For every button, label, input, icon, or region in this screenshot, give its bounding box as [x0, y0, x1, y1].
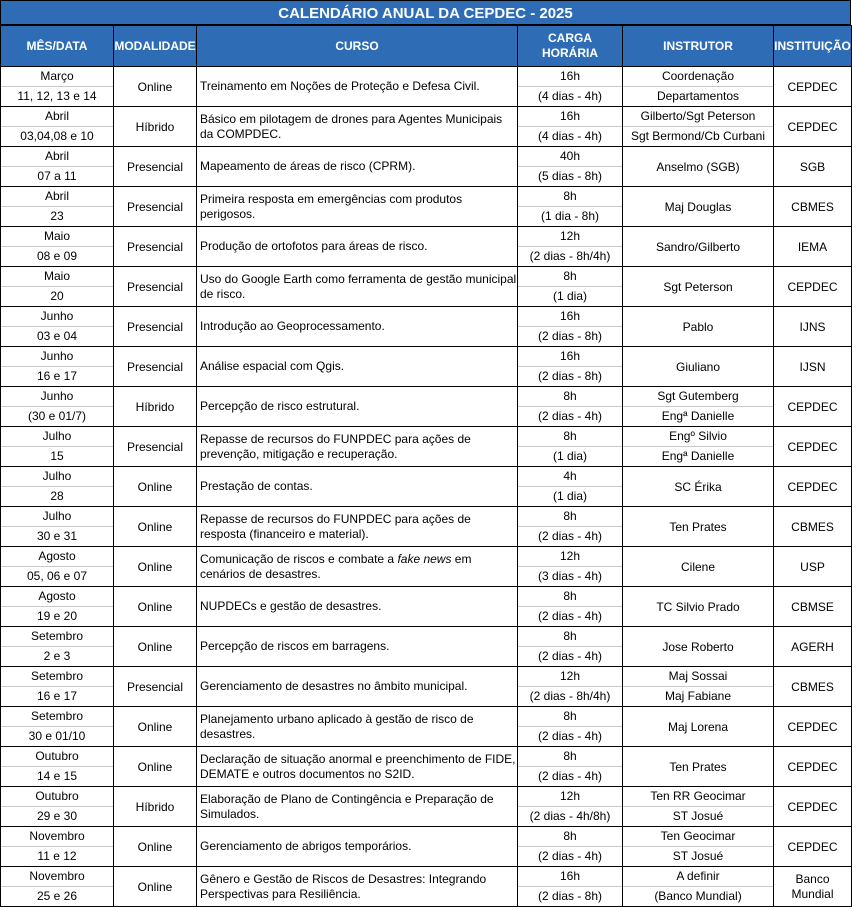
month-text: Outubro: [35, 789, 79, 803]
hours-cell: [518, 587, 623, 627]
institution-cell: [774, 147, 852, 187]
table-row: [1, 467, 852, 507]
date-cell: [1, 467, 114, 507]
course-cell: Percepção de risco estrutural.: [197, 387, 518, 427]
month-text: Abril: [44, 149, 69, 163]
hours-total: 16h: [559, 109, 581, 123]
mode-cell: Online: [114, 547, 197, 587]
date-cell: [1, 587, 114, 627]
instructor-cell: [623, 587, 774, 627]
days-text: 29 e 30: [1, 806, 113, 826]
institution-cell: [774, 787, 852, 827]
days-text: 25 e 26: [1, 886, 113, 906]
mode-cell: Híbrido: [114, 107, 197, 147]
institution-cell: [774, 867, 852, 907]
month-text: Julho: [42, 469, 72, 483]
hours-total: 8h: [563, 829, 577, 843]
institution-name: IEMA: [797, 239, 828, 254]
hours-total: 4h: [563, 469, 577, 483]
mode-cell: Online: [114, 507, 197, 547]
month-text: Junho: [40, 349, 74, 363]
instructor-line-1: Ten RR Geocimar: [650, 789, 746, 803]
hours-detail: (1 dia): [518, 286, 622, 306]
instructor-cell: [623, 307, 774, 347]
hours-cell: [518, 867, 623, 907]
month-text: Agosto: [38, 549, 76, 563]
institution-name: IJSN: [799, 359, 826, 374]
header-hours: [518, 26, 623, 67]
instructor-line-2: (Banco Mundial): [623, 886, 773, 906]
hours-cell: [518, 227, 623, 267]
institution-cell: [774, 387, 852, 427]
instructor-cell: [623, 787, 774, 827]
course-text-pre: Comunicação de riscos e combate a: [200, 551, 398, 566]
mode-cell: Online: [114, 827, 197, 867]
table-row: [1, 267, 852, 307]
institution-cell: [774, 547, 852, 587]
instructor-name: Ten Prates: [669, 519, 727, 534]
institution-name: CEPDEC: [787, 719, 838, 734]
month-text: Junho: [40, 389, 74, 403]
hours-cell: [518, 347, 623, 387]
course-cell: Elaboração de Plano de Contingência e Preparação de Simulados.: [197, 787, 518, 827]
course-cell: Declaração de situação anormal e preenchimento de FIDE, DEMATE e outros documentos no S2ID.: [197, 747, 518, 787]
table-row: [1, 227, 852, 267]
institution-cell: [774, 307, 852, 347]
course-cell: Primeira resposta em emergências com produtos perigosos.: [197, 187, 518, 227]
date-cell: [1, 507, 114, 547]
instructor-cell: [623, 867, 774, 907]
month-text: Setembro: [30, 629, 84, 643]
institution-cell: [774, 507, 852, 547]
hours-total: 8h: [563, 709, 577, 723]
month-text: Abril: [44, 189, 69, 203]
institution-name: CBMES: [791, 679, 834, 694]
institution-name: AGERH: [791, 639, 834, 654]
hours-total: 8h: [563, 749, 577, 763]
mode-cell: Presencial: [114, 307, 197, 347]
institution-cell: [774, 587, 852, 627]
calendar-title: CALENDÁRIO ANUAL DA CEPDEC - 2025: [0, 0, 851, 25]
institution-name: CEPDEC: [787, 279, 838, 294]
table-row: [1, 547, 852, 587]
instructor-cell: [623, 547, 774, 587]
date-cell: [1, 267, 114, 307]
instructor-name: Maj Lorena: [667, 719, 729, 734]
table-row: [1, 187, 852, 227]
institution-cell: [774, 227, 852, 267]
month-text: Novembro: [29, 869, 85, 883]
hours-detail: (4 dias - 4h): [518, 86, 622, 106]
hours-cell: [518, 667, 623, 707]
days-text: 16 e 17: [1, 686, 113, 706]
month-text: Julho: [42, 429, 72, 443]
hours-detail: (2 dias - 4h): [518, 846, 622, 866]
date-cell: [1, 667, 114, 707]
instructor-line-2: Departamentos: [623, 86, 773, 106]
instructor-line-1: Ten Geocimar: [660, 829, 736, 843]
date-cell: [1, 627, 114, 667]
institution-cell: [774, 667, 852, 707]
mode-cell: Presencial: [114, 347, 197, 387]
hours-detail: (2 dias - 4h): [518, 726, 622, 746]
mode-cell: Online: [114, 707, 197, 747]
date-cell: [1, 867, 114, 907]
instructor-name: SC Érika: [674, 479, 722, 494]
date-cell: [1, 147, 114, 187]
month-text: Abril: [44, 109, 69, 123]
instructor-name: Sgt Peterson: [663, 279, 733, 294]
hours-detail: (2 dias - 4h): [518, 646, 622, 666]
instructor-cell: [623, 227, 774, 267]
days-text: 07 a 11: [1, 166, 113, 186]
hours-cell: [518, 787, 623, 827]
course-cell: Uso do Google Earth como ferramenta de gestão municipal de risco.: [197, 267, 518, 307]
month-text: Agosto: [38, 589, 76, 603]
hours-total: 8h: [563, 509, 577, 523]
instructor-cell: [623, 387, 774, 427]
hours-cell: [518, 427, 623, 467]
hours-total: 8h: [563, 389, 577, 403]
date-cell: [1, 227, 114, 267]
hours-cell: [518, 267, 623, 307]
hours-detail: (1 dia - 8h): [518, 206, 622, 226]
instructor-line-2: Maj Fabiane: [623, 686, 773, 706]
institution-cell: [774, 747, 852, 787]
hours-cell: [518, 307, 623, 347]
institution-name: CBMES: [791, 199, 834, 214]
header-mode: MODALIDADE: [114, 26, 197, 67]
days-text: 30 e 01/10: [1, 726, 113, 746]
hours-total: 8h: [563, 429, 577, 443]
hours-detail: (2 dias - 8h): [518, 326, 622, 346]
hours-total: 8h: [563, 269, 577, 283]
instructor-cell: [623, 707, 774, 747]
date-cell: [1, 787, 114, 827]
instructor-line-1: Coordenação: [661, 69, 735, 83]
institution-cell: [774, 467, 852, 507]
days-text: 05, 06 e 07: [1, 566, 113, 586]
course-cell: Análise espacial com Qgis.: [197, 347, 518, 387]
institution-name: CEPDEC: [787, 479, 838, 494]
hours-cell: [518, 707, 623, 747]
table-row: [1, 667, 852, 707]
hours-detail: (2 dias - 4h): [518, 766, 622, 786]
institution-name: CEPDEC: [787, 799, 838, 814]
hours-cell: [518, 467, 623, 507]
instructor-name: Cilene: [680, 559, 716, 574]
institution-name: CEPDEC: [787, 399, 838, 414]
mode-cell: Online: [114, 467, 197, 507]
mode-cell: Online: [114, 867, 197, 907]
course-cell: Repasse de recursos do FUNPDEC para ações de prevenção, mitigação e recuperação.: [197, 427, 518, 467]
course-cell: Planejamento urbano aplicado à gestão de risco de desastres.: [197, 707, 518, 747]
table-row: [1, 627, 852, 667]
hours-total: 8h: [563, 629, 577, 643]
table-row: [1, 507, 852, 547]
institution-name: CBMES: [791, 519, 834, 534]
hours-cell: [518, 67, 623, 107]
header-row: [1, 26, 852, 67]
mode-cell: Presencial: [114, 187, 197, 227]
course-cell: Introdução ao Geoprocessamento.: [197, 307, 518, 347]
hours-total: 8h: [563, 589, 577, 603]
mode-cell: Online: [114, 67, 197, 107]
month-text: Março: [40, 69, 74, 83]
institution-line-1: Banco: [795, 871, 830, 886]
date-cell: [1, 547, 114, 587]
mode-cell: Online: [114, 587, 197, 627]
institution-name: CBMSE: [791, 599, 834, 614]
table-row: [1, 107, 852, 147]
instructor-line-1: Maj Sossai: [668, 669, 728, 683]
course-cell: Repasse de recursos do FUNPDEC para ações de resposta (financeiro e material).: [197, 507, 518, 547]
date-cell: [1, 187, 114, 227]
course-cell: [197, 547, 518, 587]
course-cell: Gênero e Gestão de Riscos de Desastres: Integrando Perspectivas para Resiliência.: [197, 867, 518, 907]
days-text: 03,04,08 e 10: [1, 126, 113, 146]
institution-name: CEPDEC: [787, 439, 838, 454]
date-cell: [1, 67, 114, 107]
mode-cell: Presencial: [114, 227, 197, 267]
table-row: [1, 427, 852, 467]
days-text: 14 e 15: [1, 766, 113, 786]
date-cell: [1, 427, 114, 467]
instructor-cell: [623, 467, 774, 507]
instructor-line-2: Engª Danielle: [623, 406, 773, 426]
table-row: [1, 707, 852, 747]
instructor-name: Sandro/Gilberto: [655, 239, 741, 254]
table-row: [1, 307, 852, 347]
days-text: 23: [1, 206, 113, 226]
table-row: [1, 747, 852, 787]
days-text: 08 e 09: [1, 246, 113, 266]
institution-name: IJNS: [799, 319, 826, 334]
course-cell: Gerenciamento de abrigos temporários.: [197, 827, 518, 867]
course-text-post: em cenários de desastres.: [200, 551, 472, 581]
mode-cell: Híbrido: [114, 787, 197, 827]
institution-cell: [774, 827, 852, 867]
hours-total: 16h: [559, 349, 581, 363]
days-text: 30 e 31: [1, 526, 113, 546]
instructor-line-2: ST Josué: [623, 846, 773, 866]
institution-cell: [774, 347, 852, 387]
hours-cell: [518, 547, 623, 587]
hours-detail: (2 dias - 4h): [518, 526, 622, 546]
month-text: Setembro: [30, 669, 84, 683]
institution-cell: [774, 427, 852, 467]
instructor-line-1: Engº Silvio: [669, 429, 727, 443]
instructor-line-1: A definir: [676, 869, 720, 883]
instructor-name: Maj Douglas: [664, 199, 732, 214]
institution-name: SGB: [799, 159, 826, 174]
hours-detail: (2 dias - 8h/4h): [518, 246, 622, 266]
table-row: [1, 787, 852, 827]
instructor-name: Ten Prates: [669, 759, 727, 774]
instructor-line-2: Sgt Bermond/Cb Curbani: [623, 126, 773, 146]
header-course: CURSO: [197, 26, 518, 67]
hours-detail: (2 dias - 4h): [518, 606, 622, 626]
days-text: 19 e 20: [1, 606, 113, 626]
hours-total: 12h: [559, 669, 581, 683]
table-row: [1, 347, 852, 387]
days-text: 11 e 12: [1, 846, 113, 866]
hours-detail: (2 dias - 8h/4h): [518, 686, 622, 706]
month-text: Maio: [43, 269, 70, 283]
instructor-name: Giuliano: [675, 359, 721, 374]
mode-cell: Presencial: [114, 427, 197, 467]
instructor-cell: [623, 67, 774, 107]
month-text: Setembro: [30, 709, 84, 723]
course-cell: Mapeamento de áreas de risco (CPRM).: [197, 147, 518, 187]
hours-total: 8h: [563, 189, 577, 203]
table-row: [1, 827, 852, 867]
hours-total: 16h: [559, 869, 581, 883]
institution-name: CEPDEC: [787, 759, 838, 774]
header-instructor: INSTRUTOR: [623, 26, 774, 67]
hours-detail: (2 dias - 8h): [518, 886, 622, 906]
mode-cell: Online: [114, 747, 197, 787]
month-text: Junho: [40, 309, 74, 323]
course-cell: Básico em pilotagem de drones para Agentes Municipais da COMPDEC.: [197, 107, 518, 147]
date-cell: [1, 307, 114, 347]
course-cell: Gerenciamento de desastres no âmbito municipal.: [197, 667, 518, 707]
instructor-name: Jose Roberto: [662, 639, 734, 654]
table-row: [1, 867, 852, 907]
instructor-name: Pablo: [682, 319, 714, 334]
days-text: 15: [1, 446, 113, 466]
hours-detail: (3 dias - 4h): [518, 566, 622, 586]
month-text: Novembro: [29, 829, 85, 843]
days-text: 28: [1, 486, 113, 506]
course-cell: Percepção de riscos em barragens.: [197, 627, 518, 667]
table-row: [1, 387, 852, 427]
header-date: MÊS/DATA: [1, 26, 114, 67]
days-text: (30 e 01/7): [1, 406, 113, 426]
course-text-emphasis: fake news: [397, 551, 452, 566]
date-cell: [1, 707, 114, 747]
instructor-cell: [623, 427, 774, 467]
table-row: [1, 147, 852, 187]
date-cell: [1, 747, 114, 787]
instructor-line-2: Engª Danielle: [623, 446, 773, 466]
institution-cell: [774, 267, 852, 307]
institution-name: CEPDEC: [787, 79, 838, 94]
date-cell: [1, 347, 114, 387]
instructor-name: Anselmo (SGB): [656, 159, 740, 174]
hours-total: 12h: [559, 789, 581, 803]
instructor-cell: [623, 627, 774, 667]
institution-line-2: Mundial: [791, 886, 834, 901]
instructor-line-1: Sgt Gutemberg: [657, 389, 739, 403]
hours-detail: (4 dias - 4h): [518, 126, 622, 146]
course-calendar-table: [0, 25, 852, 907]
mode-cell: Presencial: [114, 267, 197, 307]
instructor-cell: [623, 147, 774, 187]
instructor-cell: [623, 507, 774, 547]
hours-total: 16h: [559, 309, 581, 323]
mode-cell: Presencial: [114, 147, 197, 187]
date-cell: [1, 827, 114, 867]
date-cell: [1, 387, 114, 427]
hours-cell: [518, 187, 623, 227]
hours-detail: (2 dias - 4h/8h): [518, 806, 622, 826]
instructor-cell: [623, 107, 774, 147]
institution-cell: [774, 707, 852, 747]
course-cell: Produção de ortofotos para áreas de risco.: [197, 227, 518, 267]
days-text: 16 e 17: [1, 366, 113, 386]
hours-cell: [518, 827, 623, 867]
instructor-line-2: ST Josué: [623, 806, 773, 826]
mode-cell: Presencial: [114, 667, 197, 707]
institution-name: CEPDEC: [787, 839, 838, 854]
date-cell: [1, 107, 114, 147]
instructor-name: TC Silvio Prado: [656, 599, 740, 614]
mode-cell: Híbrido: [114, 387, 197, 427]
course-cell: Prestação de contas.: [197, 467, 518, 507]
month-text: Outubro: [35, 749, 79, 763]
instructor-cell: [623, 827, 774, 867]
mode-cell: Online: [114, 627, 197, 667]
days-text: 20: [1, 286, 113, 306]
instructor-cell: [623, 187, 774, 227]
month-text: Maio: [43, 229, 70, 243]
header-institution: INSTITUIÇÃO: [774, 26, 852, 67]
instructor-cell: [623, 347, 774, 387]
days-text: 11, 12, 13 e 14: [1, 86, 113, 106]
hours-cell: [518, 147, 623, 187]
hours-detail: (2 dias - 4h): [518, 406, 622, 426]
hours-total: 16h: [559, 69, 581, 83]
month-text: Julho: [42, 509, 72, 523]
hours-detail: (1 dia): [518, 446, 622, 466]
hours-detail: (2 dias - 8h): [518, 366, 622, 386]
header-hours-line2: HORÁRIA: [542, 46, 598, 60]
institution-cell: [774, 67, 852, 107]
institution-cell: [774, 187, 852, 227]
institution-cell: [774, 107, 852, 147]
instructor-cell: [623, 267, 774, 307]
table-row: [1, 587, 852, 627]
hours-total: 12h: [559, 549, 581, 563]
instructor-cell: [623, 747, 774, 787]
hours-cell: [518, 387, 623, 427]
hours-detail: (1 dia): [518, 486, 622, 506]
institution-name: USP: [800, 559, 825, 574]
hours-total: 12h: [559, 229, 581, 243]
hours-total: 40h: [559, 149, 581, 163]
course-cell: NUPDECs e gestão de desastres.: [197, 587, 518, 627]
instructor-line-1: Gilberto/Sgt Peterson: [640, 109, 756, 123]
table-row: [1, 67, 852, 107]
hours-cell: [518, 507, 623, 547]
hours-detail: (5 dias - 8h): [518, 166, 622, 186]
course-cell: Treinamento em Noções de Proteção e Defesa Civil.: [197, 67, 518, 107]
hours-cell: [518, 627, 623, 667]
header-hours-line1: CARGA: [548, 31, 592, 45]
days-text: 03 e 04: [1, 326, 113, 346]
institution-cell: [774, 627, 852, 667]
institution-name: CEPDEC: [787, 119, 838, 134]
days-text: 2 e 3: [1, 646, 113, 666]
hours-cell: [518, 747, 623, 787]
hours-cell: [518, 107, 623, 147]
instructor-cell: [623, 667, 774, 707]
